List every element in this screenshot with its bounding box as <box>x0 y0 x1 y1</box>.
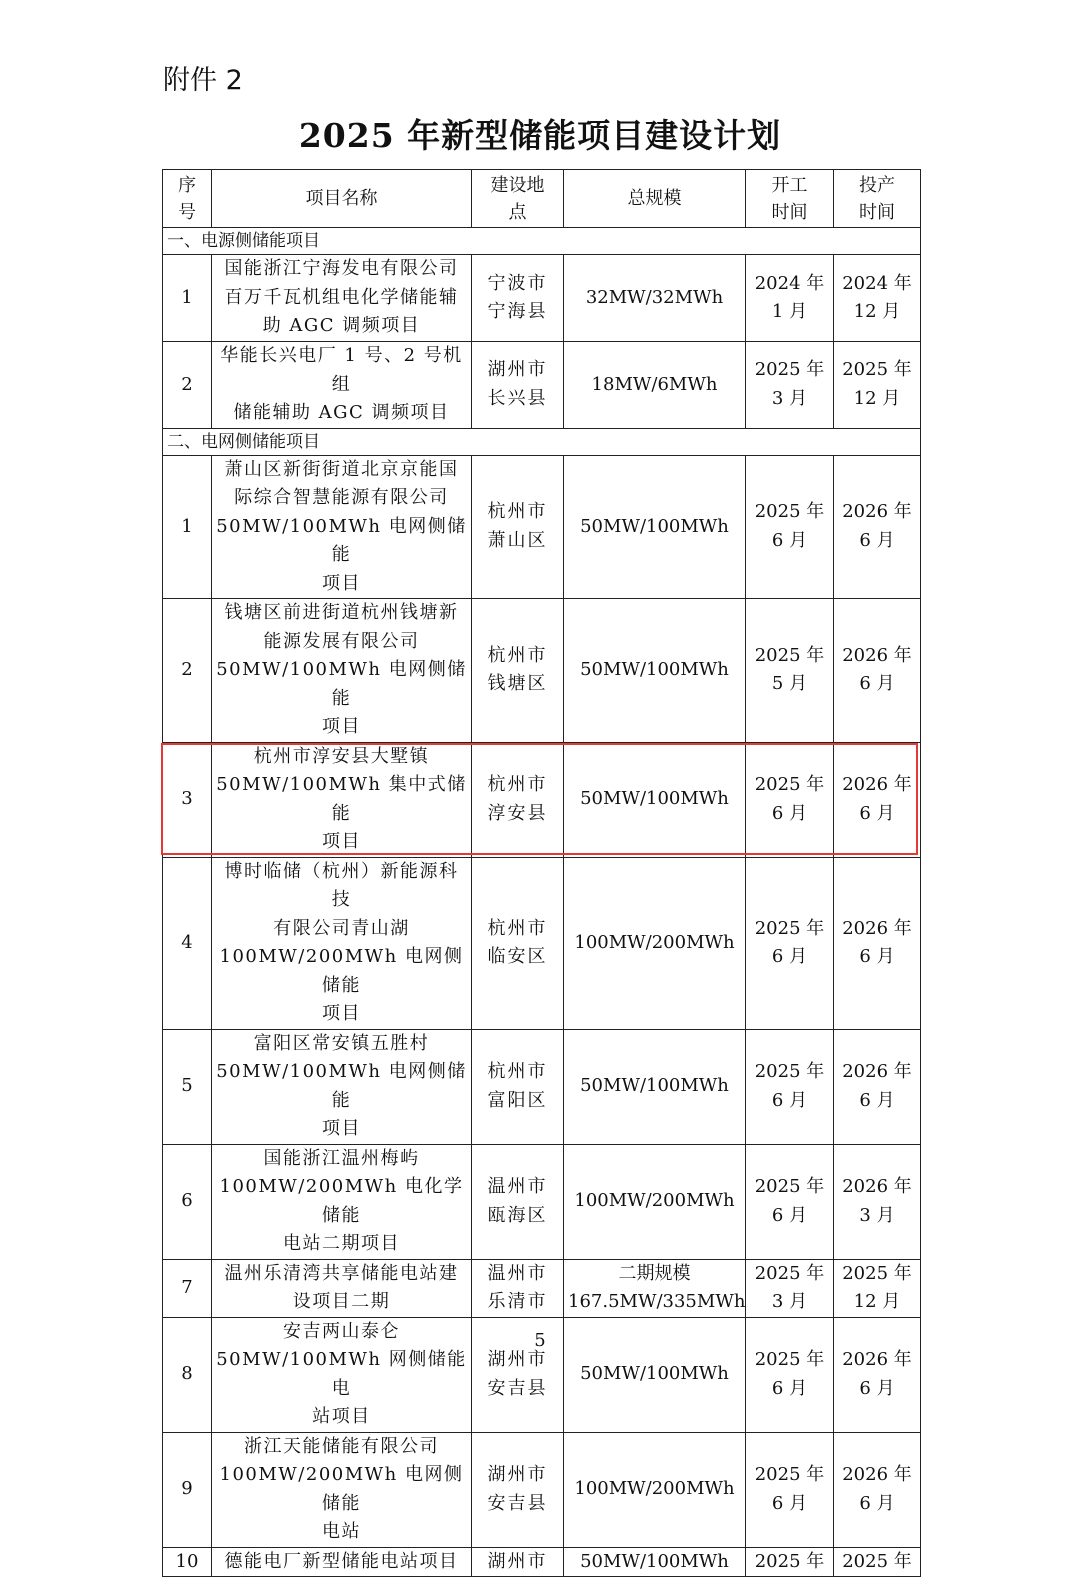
cell-no: 1 <box>163 255 212 342</box>
header-no: 序 号 <box>163 170 212 228</box>
cell-name: 华能长兴电厂 1 号、2 号机组 储能辅助 AGC 调频项目 <box>212 342 472 429</box>
cell-start: 2025 年 6 月 <box>746 1432 834 1547</box>
cell-production: 2024 年 12 月 <box>834 255 921 342</box>
section-title: 二、电网侧储能项目 <box>163 428 921 455</box>
cell-start: 2025 年 6 月 <box>746 1317 834 1432</box>
cell-name: 钱塘区前进街道杭州钱塘新 能源发展有限公司 50MW/100MWh 电网侧储能 项目 <box>212 599 472 743</box>
cell-production: 2025 年 12 月 <box>834 1259 921 1317</box>
project-plan-table <box>162 169 921 1577</box>
table-row <box>163 342 921 429</box>
cell-start: 2025 年 6 月 <box>746 455 834 599</box>
cell-location: 杭州市 钱塘区 <box>472 599 564 743</box>
cell-start: 2025 年 6 月 <box>746 1029 834 1144</box>
cell-name: 德能电厂新型储能电站项目 <box>212 1547 472 1577</box>
table-header-row <box>163 170 921 228</box>
cell-location: 杭州市 淳安县 <box>472 742 564 857</box>
cell-name: 浙江天能储能有限公司 100MW/200MWh 电网侧储能 电站 <box>212 1432 472 1547</box>
cell-name: 温州乐清湾共享储能电站建 设项目二期 <box>212 1259 472 1317</box>
table-row <box>163 599 921 743</box>
cell-start: 2025 年 6 月 <box>746 857 834 1029</box>
table-row <box>163 1547 921 1577</box>
cell-production: 2026 年 6 月 <box>834 1029 921 1144</box>
cell-start: 2025 年 6 月 <box>746 742 834 857</box>
section-row <box>163 228 921 255</box>
cell-scale: 50MW/100MWh <box>564 599 746 743</box>
cell-scale: 100MW/200MWh <box>564 1432 746 1547</box>
cell-production: 2026 年 3 月 <box>834 1144 921 1259</box>
cell-no: 1 <box>163 455 212 599</box>
cell-location: 湖州市 <box>472 1547 564 1577</box>
cell-start: 2025 年 5 月 <box>746 599 834 743</box>
cell-production: 2026 年 6 月 <box>834 742 921 857</box>
cell-scale: 100MW/200MWh <box>564 857 746 1029</box>
cell-location: 杭州市 富阳区 <box>472 1029 564 1144</box>
cell-no: 2 <box>163 342 212 429</box>
table-row <box>163 1144 921 1259</box>
cell-scale: 32MW/32MWh <box>564 255 746 342</box>
cell-no: 7 <box>163 1259 212 1317</box>
cell-scale: 50MW/100MWh <box>564 1547 746 1577</box>
table-row <box>163 455 921 599</box>
cell-no: 6 <box>163 1144 212 1259</box>
cell-scale: 50MW/100MWh <box>564 1029 746 1144</box>
table-row <box>163 255 921 342</box>
cell-no: 4 <box>163 857 212 1029</box>
cell-scale: 50MW/100MWh <box>564 1317 746 1432</box>
table-row <box>163 1432 921 1547</box>
table-row <box>163 857 921 1029</box>
cell-scale: 二期规模 167.5MW/335MWh <box>564 1259 746 1317</box>
cell-name: 国能浙江温州梅屿 100MW/200MWh 电化学储能 电站二期项目 <box>212 1144 472 1259</box>
cell-name: 杭州市淳安县大墅镇 50MW/100MWh 集中式储能 项目 <box>212 742 472 857</box>
header-scale: 总规模 <box>564 170 746 228</box>
cell-start: 2025 年 3 月 <box>746 342 834 429</box>
cell-start: 2024 年 1 月 <box>746 255 834 342</box>
cell-location: 湖州市 安吉县 <box>472 1432 564 1547</box>
cell-production: 2026 年 6 月 <box>834 857 921 1029</box>
cell-no: 2 <box>163 599 212 743</box>
cell-no: 9 <box>163 1432 212 1547</box>
table-body <box>163 228 921 1577</box>
cell-scale: 50MW/100MWh <box>564 455 746 599</box>
header-name: 项目名称 <box>212 170 472 228</box>
cell-name: 富阳区常安镇五胜村 50MW/100MWh 电网侧储能 项目 <box>212 1029 472 1144</box>
cell-production: 2026 年 6 月 <box>834 1432 921 1547</box>
cell-name: 博时临储（杭州）新能源科技 有限公司青山湖 100MW/200MWh 电网侧储能 项目 <box>212 857 472 1029</box>
cell-start: 2025 年 3 月 <box>746 1259 834 1317</box>
cell-production: 2025 年 <box>834 1547 921 1577</box>
table-row <box>163 1029 921 1144</box>
cell-start: 2025 年 6 月 <box>746 1144 834 1259</box>
cell-scale: 50MW/100MWh <box>564 742 746 857</box>
cell-production: 2026 年 6 月 <box>834 455 921 599</box>
cell-production: 2026 年 6 月 <box>834 599 921 743</box>
header-start: 开工 时间 <box>746 170 834 228</box>
table-row <box>163 1259 921 1317</box>
cell-location: 湖州市 长兴县 <box>472 342 564 429</box>
cell-location: 宁波市 宁海县 <box>472 255 564 342</box>
cell-location: 杭州市 萧山区 <box>472 455 564 599</box>
cell-no: 10 <box>163 1547 212 1577</box>
cell-name: 国能浙江宁海发电有限公司 百万千瓦机组电化学储能辅 助 AGC 调频项目 <box>212 255 472 342</box>
section-title: 一、电源侧储能项目 <box>163 228 921 255</box>
header-location: 建设地 点 <box>472 170 564 228</box>
cell-location: 温州市 乐清市 <box>472 1259 564 1317</box>
cell-name: 萧山区新街街道北京京能国 际综合智慧能源有限公司 50MW/100MWh 电网侧储能 项目 <box>212 455 472 599</box>
cell-production: 2025 年 12 月 <box>834 342 921 429</box>
cell-production: 2026 年 6 月 <box>834 1317 921 1432</box>
document-title: 2025 年新型储能项目建设计划 <box>298 116 782 155</box>
table-row <box>163 742 921 857</box>
page-number: 5 <box>534 1330 546 1351</box>
cell-no: 3 <box>163 742 212 857</box>
cell-scale: 18MW/6MWh <box>564 342 746 429</box>
header-production: 投产 时间 <box>834 170 921 228</box>
cell-start: 2025 年 <box>746 1547 834 1577</box>
cell-name: 安吉两山泰仑 50MW/100MWh 网侧储能电 站项目 <box>212 1317 472 1432</box>
attachment-label: 附件 2 <box>163 65 243 96</box>
cell-location: 湖州市 安吉县 <box>472 1317 564 1432</box>
cell-scale: 100MW/200MWh <box>564 1144 746 1259</box>
cell-no: 8 <box>163 1317 212 1432</box>
cell-location: 温州市 瓯海区 <box>472 1144 564 1259</box>
section-row <box>163 428 921 455</box>
cell-no: 5 <box>163 1029 212 1144</box>
cell-location: 杭州市 临安区 <box>472 857 564 1029</box>
